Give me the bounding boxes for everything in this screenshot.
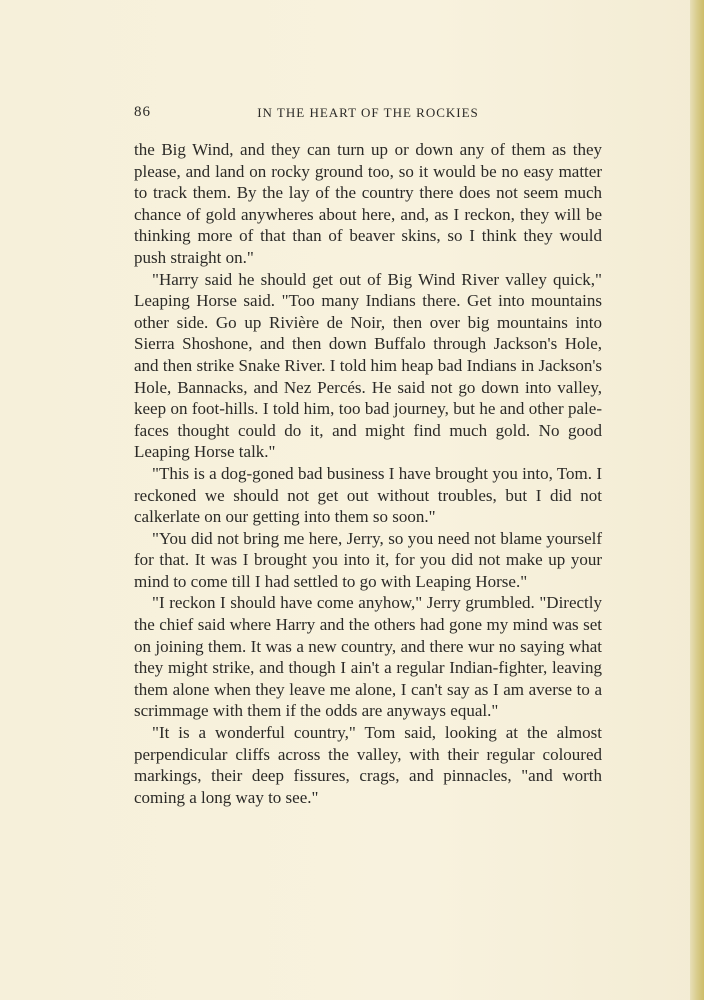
- running-title: IN THE HEART OF THE ROCKIES: [257, 105, 479, 120]
- paragraph: "You did not bring me here, Jerry, so you need not blame yourself for that. It was I brought you into it, for you did not make up your mind to come till I had settled to go with Leaping Horse.": [134, 528, 602, 591]
- paragraph: "It is a wonderful country," Tom said, looking at the almost perpendicular cliffs across the valley, with their regular coloured markings, their deep fissures, crags, and pinnacles, "and worth coming a long way to see.": [134, 723, 602, 807]
- page-number: 86: [134, 104, 151, 120]
- paragraph: the Big Wind, and they can turn up or down any of them as they please, and land on rocky ground too, so it would be no easy matter to track them. By the lay of the country there does not seem much chance of gold anywheres about here, and, as I reckon, they will be thinking more of that than of beaver skins, so I think they would push straight on.": [134, 140, 602, 267]
- running-header: [134, 104, 602, 124]
- paragraph: "Harry said he should get out of Big Wind River valley quick," Leaping Horse said. "Too many Indians there. Get into mountains other side. Go up Rivière de Noir, then over big mountains into Sierra Shoshone, and then down Buffalo through Jackson's Hole, and then strike Snake River. I told him heap bad Indians in Jackson's Hole, Bannacks, and Nez Percés. He said not go down into valley, keep on foot-hills. I told him, too bad journey, but he and other pale-faces thought could do it, and might find much gold. No good Leaping Horse talk.": [134, 269, 602, 462]
- body-text: [134, 139, 602, 808]
- page-edge-shadow: [690, 0, 704, 1000]
- paragraph: "I reckon I should have come anyhow," Jerry grumbled. "Directly the chief said where Harry and the others had gone my mind was set on joining them. It was a new country, and there wur no saying what they might strike, and though I ain't a regular Indian-fighter, leaving them alone when they leave me alone, I can't say as I am averse to a scrimmage with them if the odds are anyways equal.": [134, 593, 602, 721]
- paragraph: "This is a dog-goned bad business I have brought you into, Tom. I reckoned we should not get out without troubles, but I did not calkerlate on our getting into them so soon.": [134, 463, 602, 527]
